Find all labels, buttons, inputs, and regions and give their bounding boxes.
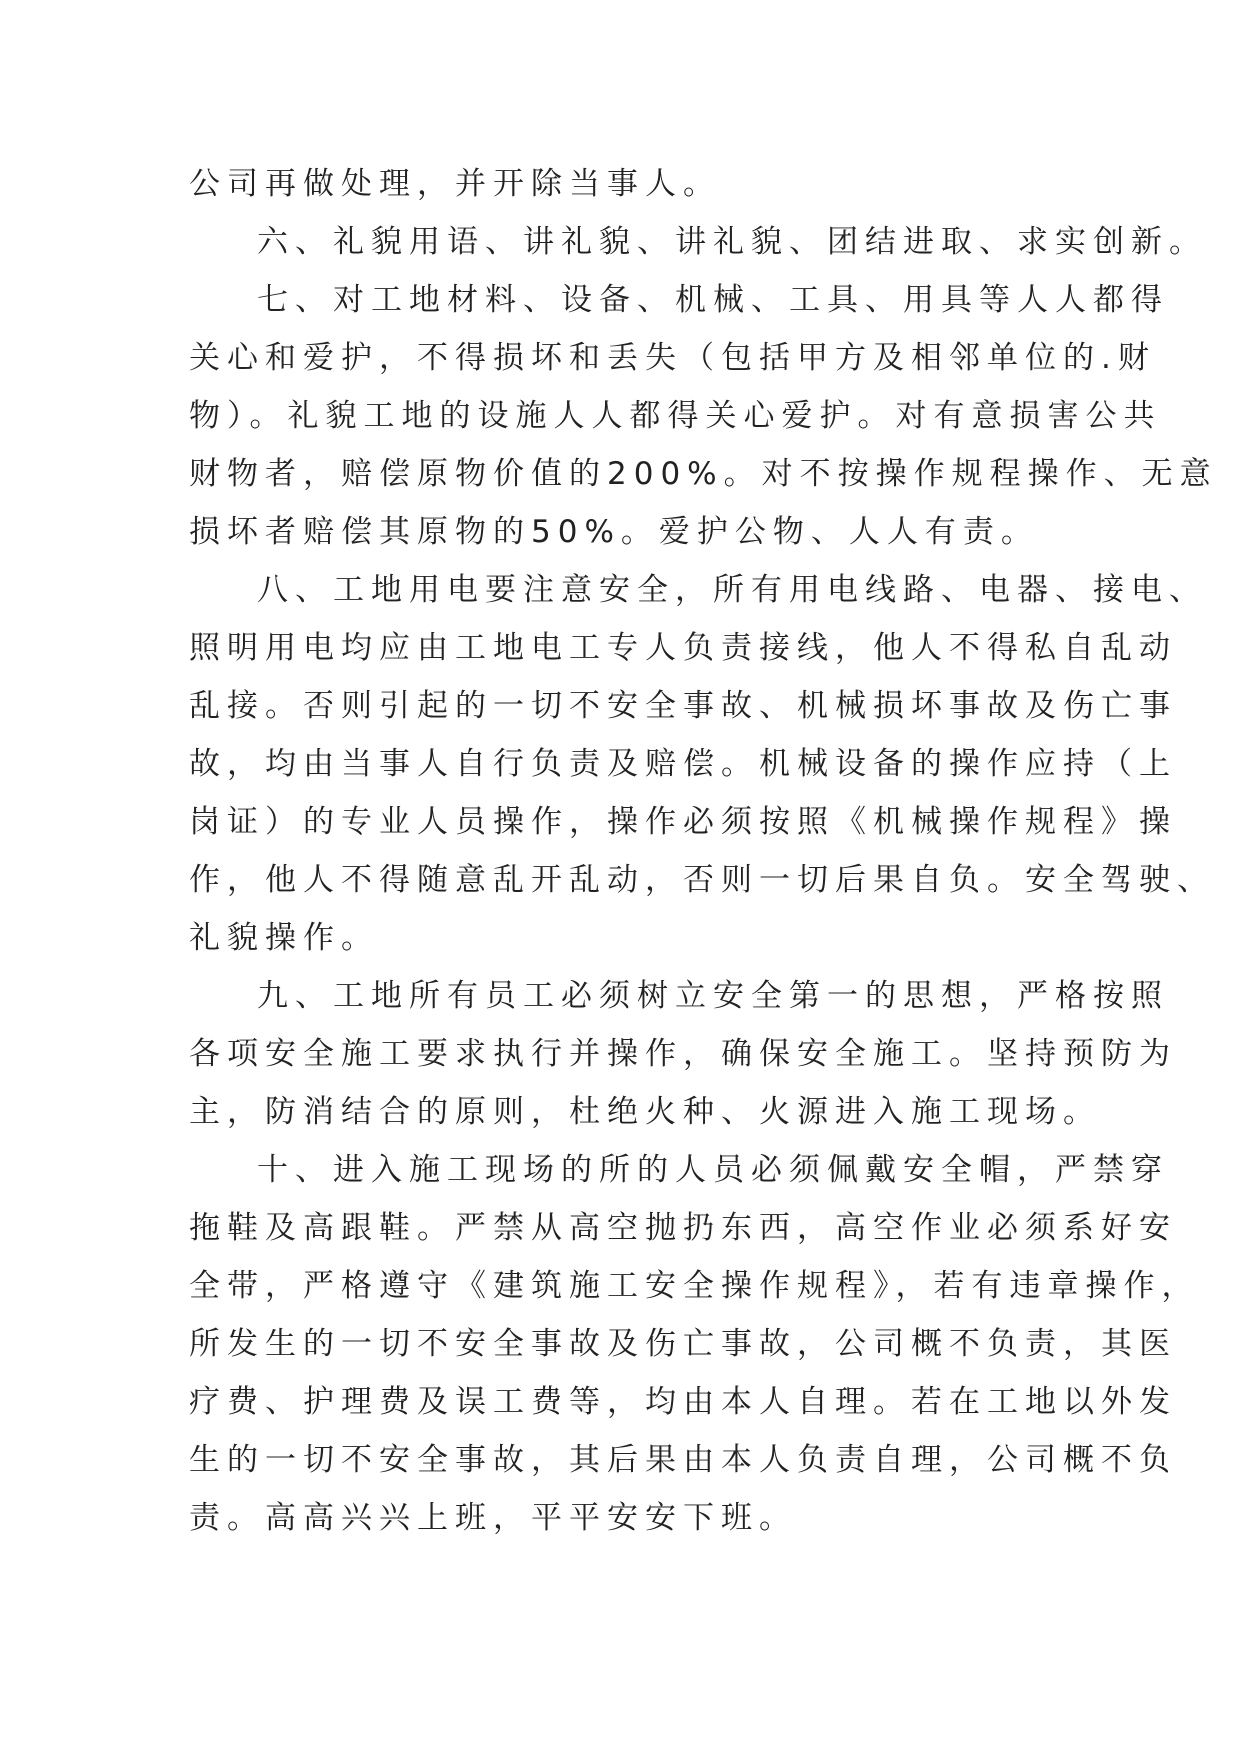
text-line: 岗证）的专业人员操作，操作必须按照《机械操作规程》操: [189, 804, 1177, 840]
text-line: 物）。礼貌工地的设施人人都得关心爱护。对有意损害公共: [189, 398, 1162, 434]
text-line: 七、对工地材料、设备、机械、工具、用具等人人都得: [257, 282, 1169, 318]
text-line: 责。高高兴兴上班，平平安安下班。: [189, 1500, 797, 1536]
text-line: 乱接。否则引起的一切不安全事故、机械损坏事故及伤亡事: [189, 688, 1177, 724]
text-line: 故，均由当事人自行负责及赔偿。机械设备的操作应持（上: [189, 746, 1177, 782]
text-line: 生的一切不安全事故，其后果由本人负责自理，公司概不负: [189, 1442, 1177, 1478]
text-line: 所发生的一切不安全事故及伤亡事故，公司概不负责，其医: [189, 1326, 1177, 1362]
text-line: 主，防消结合的原则，杜绝火种、火源进入施工现场。: [189, 1094, 1101, 1130]
text-line: 疗费、护理费及误工费等，均由本人自理。若在工地以外发: [189, 1384, 1177, 1420]
text-line: 六、礼貌用语、讲礼貌、讲礼貌、团结进取、求实创新。: [257, 224, 1207, 260]
document-body: [189, 155, 1218, 1547]
text-line: 拖鞋及高跟鞋。严禁从高空抛扔东西，高空作业必须系好安: [189, 1210, 1177, 1246]
text-line: 损坏者赔偿其原物的50%。爱护公物、人人有责。: [189, 514, 1039, 550]
text-line: 八、工地用电要注意安全，所有用电线路、电器、接电、: [257, 572, 1207, 608]
text-line: 各项安全施工要求执行并操作，确保安全施工。坚持预防为: [189, 1036, 1177, 1072]
text-line: 公司再做处理，并开除当事人。: [189, 166, 721, 202]
text-line: 作，他人不得随意乱开乱动，否则一切后果自负。安全驾驶、: [189, 862, 1215, 898]
text-line: 九、工地所有员工必须树立安全第一的思想，严格按照: [257, 978, 1169, 1014]
text-line: 十、进入施工现场的所的人员必须佩戴安全帽，严禁穿: [257, 1152, 1169, 1188]
text-line: 财物者，赔偿原物价值的200%。对不按操作规程操作、无意: [189, 456, 1218, 492]
text-line: 关心和爱护，不得损坏和丢失（包括甲方及相邻单位的.财: [189, 340, 1156, 376]
text-line: 礼貌操作。: [189, 920, 379, 956]
text-line: 照明用电均应由工地电工专人负责接线，他人不得私自乱动: [189, 630, 1177, 666]
text-line: 全带，严格遵守《建筑施工安全操作规程》，若有违章操作，: [189, 1268, 1200, 1304]
